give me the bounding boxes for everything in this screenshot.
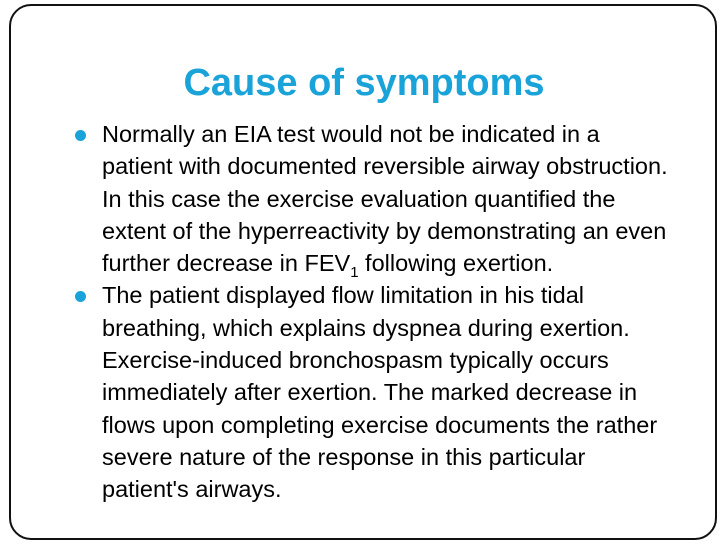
bullet-item-1 bbox=[75, 118, 675, 282]
bullet-item-2 bbox=[75, 279, 675, 505]
bullet-text-2: The patient displayed flow limitation in his tidal breathing, which explains dyspnea during exertion. Exercise-induced bronchospasm typically occurs immediately after exertion. The marked decrease in flows upon completing exercise documents the rather severe nature of the response in this particular patient's airways. bbox=[102, 282, 658, 503]
bullet-dot-icon bbox=[75, 130, 86, 141]
bullet-1-tail-text: following exertion. bbox=[358, 250, 554, 277]
bullet-text-1 bbox=[102, 121, 668, 282]
bullet-1-main-text: Normally an EIA test would not be indicated in a patient with documented reversible airway obstruction. In this case the exercise evaluation quantified the extent of the hyperreactivity by demonstrating an even further decrease in FEV bbox=[102, 121, 668, 277]
bullet-list bbox=[75, 118, 675, 506]
bullet-dot-icon bbox=[75, 291, 86, 302]
slide-title: Cause of symptoms bbox=[183, 62, 545, 104]
fev-subscript: 1 bbox=[350, 264, 359, 282]
